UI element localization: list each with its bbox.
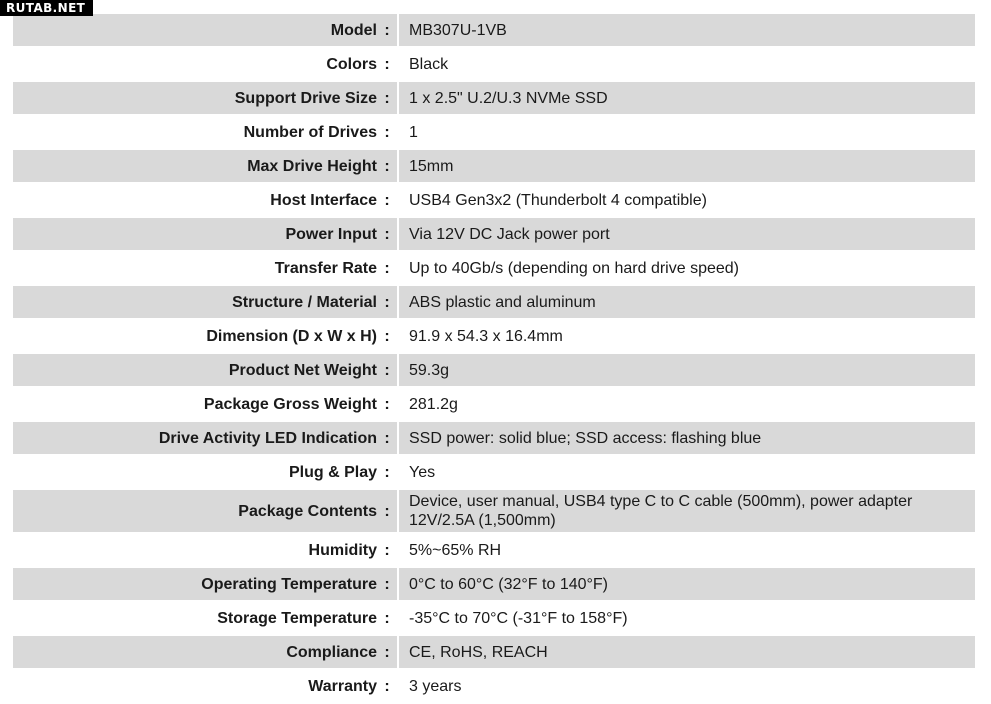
spec-label: Colors	[326, 55, 377, 73]
spec-colon: :	[384, 463, 390, 481]
spec-value: USB4 Gen3x2 (Thunderbolt 4 compatible)	[409, 191, 707, 209]
spec-label: Product Net Weight	[228, 361, 377, 379]
spec-row-power-input	[13, 218, 975, 250]
spec-value: 59.3g	[409, 361, 450, 379]
spec-row-plug-and-play	[13, 456, 975, 488]
spec-label: Plug & Play	[288, 463, 377, 481]
spec-colon: :	[384, 429, 390, 447]
spec-row-host-interface	[13, 184, 975, 216]
spec-row-package-contents	[13, 490, 975, 532]
spec-row-max-drive-height	[13, 150, 975, 182]
spec-value: 91.9 x 54.3 x 16.4mm	[409, 327, 563, 345]
spec-value: SSD power: solid blue; SSD access: flashing blue	[409, 429, 762, 447]
spec-value: Black	[409, 55, 449, 73]
spec-row-dimension	[13, 320, 975, 352]
spec-row-storage-temperature	[13, 602, 975, 634]
spec-colon: :	[384, 575, 390, 593]
spec-label: Support Drive Size	[234, 89, 377, 107]
spec-value: -35°C to 70°C (-31°F to 158°F)	[409, 609, 628, 627]
spec-value: Up to 40Gb/s (depending on hard drive speed)	[409, 259, 739, 277]
spec-row-drive-activity-led	[13, 422, 975, 454]
spec-label: Max Drive Height	[247, 157, 377, 175]
spec-value: 3 years	[409, 677, 462, 695]
spec-row-package-gross-weight	[13, 388, 975, 420]
spec-value: Device, user manual, USB4 type C to C cable (500mm), power adapter 12V/2.5A (1,500mm)	[409, 493, 913, 529]
spec-value: ABS plastic and aluminum	[409, 293, 596, 311]
spec-colon: :	[384, 327, 390, 345]
spec-colon: :	[384, 123, 390, 141]
spec-label: Structure / Material	[232, 293, 377, 311]
spec-value: 0°C to 60°C (32°F to 140°F)	[409, 575, 609, 593]
spec-value: 1 x 2.5" U.2/U.3 NVMe SSD	[409, 89, 608, 107]
spec-colon: :	[384, 225, 390, 243]
spec-row-product-net-weight	[13, 354, 975, 386]
spec-label: Power Input	[285, 225, 377, 243]
spec-label: Warranty	[308, 677, 377, 695]
spec-value: Yes	[409, 463, 436, 481]
spec-value: CE, RoHS, REACH	[409, 643, 548, 661]
spec-colon: :	[384, 677, 390, 695]
spec-colon: :	[384, 293, 390, 311]
spec-colon: :	[384, 89, 390, 107]
spec-colon: :	[384, 259, 390, 277]
spec-colon: :	[384, 609, 390, 627]
spec-row-operating-temperature	[13, 568, 975, 600]
spec-value: 1	[409, 123, 418, 141]
spec-row-number-of-drives	[13, 116, 975, 148]
spec-colon: :	[384, 541, 390, 559]
spec-colon: :	[384, 157, 390, 175]
spec-value: MB307U-1VB	[409, 21, 507, 39]
spec-label: Humidity	[308, 541, 377, 559]
spec-value: 5%~65% RH	[409, 541, 502, 559]
spec-colon: :	[384, 502, 390, 520]
spec-row-model	[13, 14, 975, 46]
spec-value: Via 12V DC Jack power port	[409, 225, 610, 243]
spec-label: Storage Temperature	[217, 609, 377, 627]
spec-label: Dimension (D x W x H)	[206, 327, 377, 345]
spec-colon: :	[384, 643, 390, 661]
spec-colon: :	[384, 361, 390, 379]
spec-label: Model	[330, 21, 377, 39]
spec-row-transfer-rate	[13, 252, 975, 284]
spec-value: 15mm	[409, 157, 454, 175]
spec-colon: :	[384, 55, 390, 73]
spec-row-compliance	[13, 636, 975, 668]
spec-label: Compliance	[286, 643, 377, 661]
watermark-logo: RUTAB.NET	[0, 0, 93, 16]
spec-label: Operating Temperature	[201, 575, 377, 593]
spec-label: Package Contents	[238, 502, 377, 520]
spec-row-structure-material	[13, 286, 975, 318]
spec-colon: :	[384, 395, 390, 413]
spec-row-support-drive-size	[13, 82, 975, 114]
spec-label: Number of Drives	[243, 123, 377, 141]
spec-colon: :	[384, 21, 390, 39]
spec-colon: :	[384, 191, 390, 209]
spec-label: Drive Activity LED Indication	[158, 429, 377, 447]
spec-label: Package Gross Weight	[203, 395, 377, 413]
spec-label: Host Interface	[270, 191, 377, 209]
spec-row-colors	[13, 48, 975, 80]
spec-value: 281.2g	[409, 395, 458, 413]
spec-row-warranty	[13, 670, 975, 702]
spec-table	[13, 14, 975, 704]
spec-label: Transfer Rate	[274, 259, 377, 277]
spec-row-humidity	[13, 534, 975, 566]
